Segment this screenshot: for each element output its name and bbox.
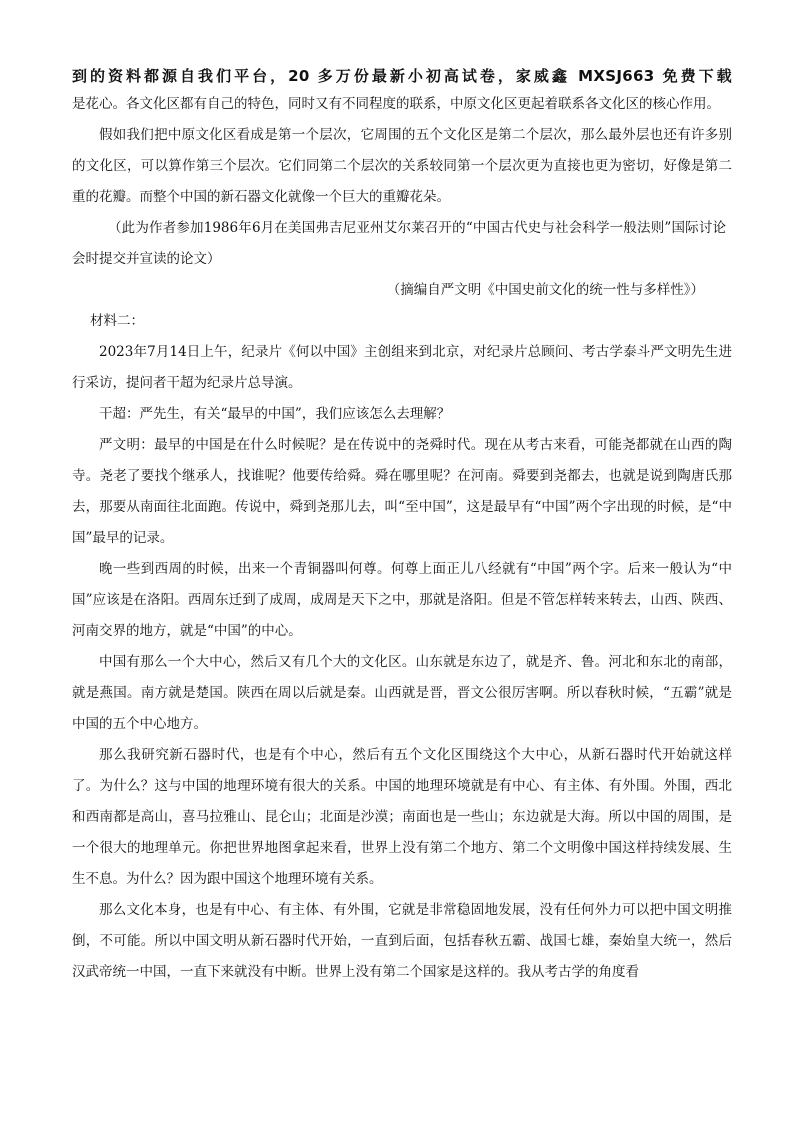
paragraph-continuity: 那么文化本身，也是有中心、有主体、有外围，它就是非常稳固地发展，没有任何外力可以把中国文明推倒，不可能。所以中国文明从新石器时代开始，一直到后面，包括春秋五霸、战国七雄，秦始皇大统一，然后汉武帝统一中国，一直下来就没有中断。世界上没有第二个国家是这样的。我从考古学的角度看 (72, 902, 732, 980)
paragraph-western-zhou: 晚一些到西周的时候，出来一个青铜器叫何尊。何尊上面正儿八经就有“中国”两个字。后来一般认为“中国”应该是在洛阳。西周东迁到了成周，成周是天下之中，那就是洛阳。但是不管怎样转来转去，山西、陕西、河南交界的地方，就是“中国”的中心。 (72, 561, 732, 639)
paragraph-layers: 假如我们把中原文化区看成是第一个层次，它周围的五个文化区是第二个层次，那么最外层也还有许多别的文化区，可以算作第三个层次。它们同第二个层次的关系较同第一个层次更为直接也更为密切，好像是第二重的花瓣。而整个中国的新石器文化就像一个巨大的重瓣花朵。 (72, 127, 732, 205)
paragraph-answer-earliest-china: 严文明：最早的中国是在什么时候呢？是在传说中的尧舜时代。现在从考古来看，可能尧都就在山西的陶寺。尧老了要找个继承人，找谁呢？他要传给舜。舜在哪里呢？在河南。舜要到尧都去，也就是说到陶唐氏那去，那要从南面往北面跑。传说中，舜到尧那儿去，叫“至中国”，这是最早有“中国”两个字出现的时候，是“中国”最早的记录。 (72, 437, 732, 546)
paragraph-interview-intro: 2023年7月14日上午，纪录片《何以中国》主创组来到北京，对纪录片总顾问、考古学泰斗严文明先生进行采访，提问者干超为纪录片总导演。 (72, 344, 732, 391)
source-citation: （摘编自严文明《中国史前文化的统一性与多样性》） (386, 282, 704, 298)
paragraph-question: 干超：严先生，有关“最早的中国”，我们应该怎么去理解？ (99, 406, 451, 422)
document-page (72, 64, 732, 988)
paragraph-five-regions: 中国有那么一个大中心，然后又有几个大的文化区。山东就是东边了，就是齐、鲁。河北和东北的南部，就是燕国。南方就是楚国。陕西在周以后就是秦。山西就是晋，晋文公很厉害啊。所以春秋时候，“五霸”就是中国的五个中心地方。 (72, 654, 732, 732)
material-two-heading: 材料二： (90, 313, 144, 329)
paragraph-paper-note: （此为作者参加1986年6月在美国弗吉尼亚州艾尔莱召开的“中国古代史与社会科学一般法则”国际讨论会时提交并宣读的论文） (72, 220, 726, 267)
paragraph-geography: 那么我研究新石器时代，也是有个中心，然后有五个文化区围绕这个大中心，从新石器时代开始就这样了。为什么？这与中国的地理环境有很大的关系。中国的地理环境就是有中心、有主体、有外围。外围，西北和西南都是高山，喜马拉雅山、昆仑山；北面是沙漠；南面也是一些山；东边就是大海。所以中国的周围，是一个很大的地理单元。你把世界地图拿起来看，世界上没有第二个地方、第二个文明像中国这样持续发展、生生不息。为什么？因为跟中国这个地理环境有关系。 (72, 747, 732, 887)
promo-banner: 到的资料都源自我们平台，20 多万份最新小初高试卷，家威鑫 MXSJ663 免费下载 (72, 67, 732, 85)
paragraph-flower-core: 是花心。各文化区都有自己的特色，同时又有不同程度的联系，中原文化区更起着联系各文化区的核心作用。 (72, 96, 720, 112)
